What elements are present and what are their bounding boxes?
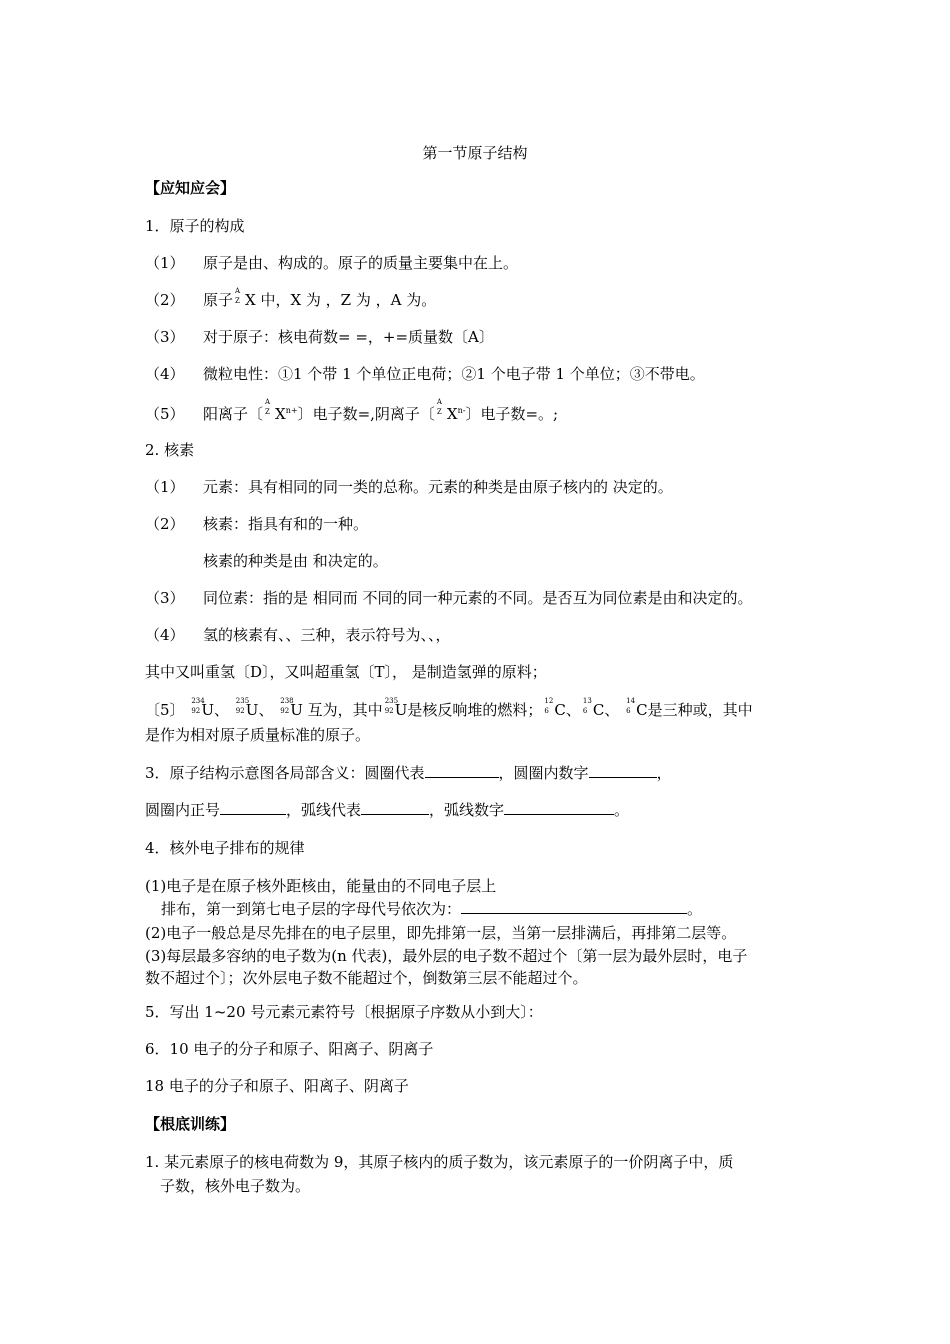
answer-blank[interactable] — [361, 800, 429, 815]
s3-text: ， — [656, 764, 672, 782]
atomic-number: Z — [235, 297, 240, 305]
item-text: 同位素：指的是 相同而 不同的同一种元素的不同。是否互为同位素是由和决定的。 — [203, 589, 753, 607]
s3-text: ，弧线代表 — [286, 801, 362, 819]
item-number: （4） — [145, 626, 185, 644]
item-number: （1） — [145, 478, 185, 496]
mass-number: A — [265, 398, 271, 406]
s2-item-1 — [145, 477, 673, 497]
nuclide-notation — [233, 287, 247, 310]
item-number: （3） — [145, 328, 185, 346]
atomic-number: 92 — [384, 707, 394, 715]
s4-text: 。 — [687, 900, 703, 918]
item-text: 对于原子：核电荷数= =，+=质量数〔A〕 — [203, 328, 494, 346]
s1-heading: 1．原子的构成 — [145, 217, 245, 235]
s4-rule-1b — [161, 899, 702, 919]
mass-number: 13 — [582, 697, 592, 705]
item-number: （4） — [145, 365, 185, 383]
element-symbol: C — [636, 701, 648, 719]
atomic-number: 92 — [280, 707, 290, 715]
mass-number: 235 — [384, 697, 399, 705]
item-text-mid: 〕电子数=,阴离子〔 — [297, 405, 435, 423]
s4-heading: 4．核外电子排布的规律 — [145, 839, 305, 857]
item-text: 核素：指具有和的一种。 — [203, 515, 369, 533]
q1-line-2: 子数，核外电子数为。 — [160, 1177, 311, 1195]
atomic-number: Z — [265, 408, 270, 416]
s2-item-2 — [145, 514, 368, 534]
s3-text: 。 — [614, 801, 630, 819]
item-text: 核素的种类是由 和决定的。 — [203, 552, 388, 570]
answer-blank[interactable] — [504, 800, 614, 815]
atomic-number: 6 — [544, 707, 549, 715]
item-number: （5） — [145, 405, 185, 423]
nuclide-notation — [189, 697, 205, 720]
ion-charge: n- — [457, 406, 466, 415]
s1-item-3 — [145, 327, 494, 347]
answer-blank[interactable] — [589, 763, 657, 778]
s4-text: 排布，第一到第七电子层的字母代号依次为： — [161, 900, 462, 918]
item-text: 微粒电性：①1 个带 1 个单位正电荷；②1 个电子带 1 个单位；③不带电。 — [203, 365, 705, 383]
section-heading-yingzhi: 【应知应会】 — [145, 179, 236, 197]
s6-line: 6．10 电子的分子和原子、阳离子、阴离子 — [145, 1040, 434, 1058]
s6b-line: 18 电子的分子和原子、阳离子、阴离子 — [145, 1077, 409, 1095]
s2-item-3 — [145, 588, 753, 608]
separator: 、 — [213, 701, 229, 719]
element-symbol: X — [245, 291, 256, 309]
nuclide-notation — [234, 697, 250, 720]
answer-blank[interactable] — [461, 899, 687, 914]
answer-blank[interactable] — [220, 800, 286, 815]
mass-number: A — [235, 287, 241, 295]
s4-rule-2: (2)电子一般总是尽先排在的电子层里，即先排第一层，当第一层排满后，再排第二层等。 — [145, 924, 737, 942]
section-heading-gendi: 【根底训练】 — [145, 1115, 236, 1133]
item-text-mid: 是核反响堆的燃料； — [407, 701, 543, 719]
item-text: 氢的核素有、、三种，表示符号为、、， — [203, 626, 451, 644]
element-symbol: X — [275, 405, 286, 423]
q1-line-1: 1. 某元素原子的核电荷数为 9，其原子核内的质子数为，该元素原子的一价阴离子中，质 — [145, 1153, 734, 1171]
s2-item-2-cont — [145, 551, 388, 571]
ion-charge: n+ — [285, 406, 298, 415]
item-number: （2） — [145, 515, 185, 533]
element-symbol: U — [394, 701, 408, 719]
nuclide-notation — [435, 398, 449, 421]
item-text: 原子是由、构成的。原子的质量主要集中在上。 — [203, 254, 519, 272]
nuclide-notation — [542, 697, 556, 720]
item-text: 元素：具有相同的同一类的总称。元素的种类是由原子核内的 决定的。 — [203, 478, 673, 496]
nuclide-notation — [581, 697, 595, 720]
item-text-pre: 原子 — [203, 291, 234, 309]
s1-item-5 — [145, 398, 559, 424]
s2-item-4 — [145, 625, 451, 645]
s3-line-2 — [145, 800, 629, 820]
s1-item-4 — [145, 364, 705, 384]
atomic-number: 6 — [626, 707, 631, 715]
mass-number: 12 — [544, 697, 554, 705]
nuclide-notation — [278, 697, 294, 720]
s4-rule-1a: (1)电子是在原子核外距核由，能量由的不同电子层上 — [145, 877, 497, 895]
atomic-number: 92 — [191, 707, 201, 715]
mass-number: A — [436, 398, 442, 406]
element-symbol: X — [446, 405, 458, 423]
separator: 、 — [604, 701, 620, 719]
s4-rule-3b: 数不超过个〕；次外层电子数不能超过个，倒数第三层不能超过个。 — [145, 969, 588, 987]
element-symbol: U — [245, 701, 259, 719]
element-symbol: C — [592, 701, 605, 719]
s2-item-5-cont: 是作为相对原子质量标准的原子。 — [145, 726, 371, 744]
s3-text: ，圆圈内数字 — [498, 764, 589, 782]
item-text-post: 是三种或，其中 — [647, 701, 753, 719]
s2-hydrogen-line: 其中又叫重氢〔D〕，又叫超重氢〔T〕， 是制造氢弹的原料； — [145, 663, 547, 681]
item-text-post: 〕电子数=。; — [465, 405, 559, 423]
s2-heading: 2. 核素 — [145, 441, 195, 459]
item-text-post: 中，X 为 ，Z 为 ，A 为。 — [255, 291, 437, 309]
s3-line-1 — [145, 763, 672, 783]
nuclide-notation — [263, 398, 277, 421]
item-text-pre: 阳离子〔 — [203, 405, 264, 423]
mass-number: 234 — [191, 697, 205, 705]
atomic-number: Z — [436, 408, 442, 416]
s3-text: ，弧线数字 — [429, 801, 505, 819]
element-symbol: U — [201, 701, 214, 719]
s3-text: 3．原子结构示意图各局部含义：圆圈代表 — [145, 764, 425, 782]
item-number: 〔5〕 — [145, 701, 185, 719]
s4-rule-3a: (3)每层最多容纳的电子数为(n 代表)，最外层的电子数不超过个〔第一层为最外层时，电子 — [145, 947, 748, 965]
item-text-mid: 互为，其中 — [307, 701, 383, 719]
element-symbol: C — [554, 701, 566, 719]
mass-number: 238 — [280, 697, 294, 705]
separator: 、 — [258, 701, 274, 719]
nuclide-notation — [624, 697, 638, 720]
mass-number: 235 — [235, 697, 250, 705]
element-symbol: U — [290, 701, 303, 719]
item-number: （3） — [145, 589, 185, 607]
atomic-number: 92 — [235, 707, 245, 715]
atomic-number: 6 — [582, 707, 588, 715]
item-number: （2） — [145, 291, 185, 309]
s1-item-2 — [145, 287, 437, 310]
s2-item-5 — [145, 697, 753, 720]
s1-item-1 — [145, 253, 518, 273]
s3-text: 圆圈内正号 — [145, 801, 221, 819]
nuclide-notation — [383, 697, 399, 720]
page-title: 第一节原子结构 — [422, 144, 528, 162]
s5-line: 5．写出 1~20 号元素元素符号〔根据原子序数从小到大〕： — [145, 1003, 543, 1021]
mass-number: 14 — [626, 697, 636, 705]
item-number: （1） — [145, 254, 185, 272]
answer-blank[interactable] — [425, 763, 499, 778]
separator: 、 — [565, 701, 581, 719]
